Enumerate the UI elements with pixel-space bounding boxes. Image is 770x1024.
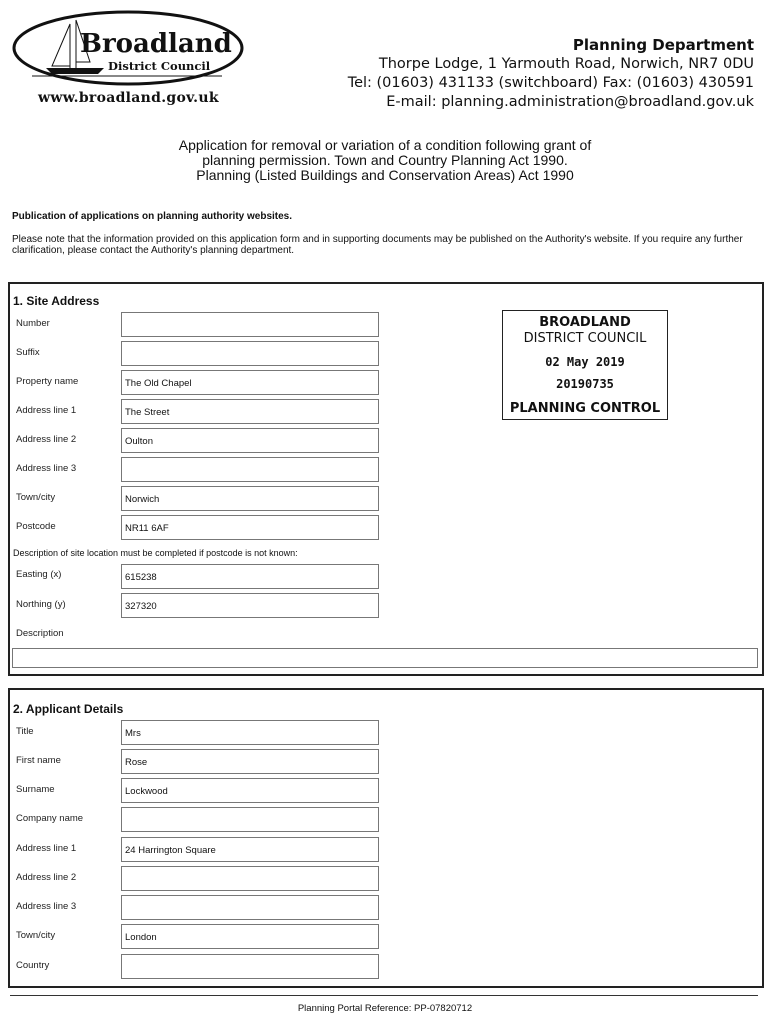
first-name-label: First name — [16, 755, 61, 766]
footer-divider — [10, 995, 758, 996]
stamp-date: 02 May 2019 — [545, 355, 625, 369]
country-label: Country — [16, 960, 50, 971]
site-town-label: Town/city — [16, 492, 56, 503]
site-address-line3-field[interactable] — [121, 457, 379, 482]
stamp-council-line2: DISTRICT COUNCIL — [523, 331, 647, 346]
applicant-address-line2-label: Address line 2 — [16, 872, 77, 883]
number-label: Number — [16, 318, 50, 329]
received-stamp — [502, 310, 668, 420]
site-location-note: Description of site location must be completed if postcode is not known: — [13, 548, 298, 558]
portal-reference: Planning Portal Reference: PP-07820712 — [297, 1003, 473, 1014]
surname-label: Surname — [16, 784, 55, 795]
website-url[interactable]: www.broadland.gov.uk — [38, 90, 219, 106]
stamp-reference: 20190735 — [556, 377, 614, 391]
site-address-line1-field[interactable]: The Street — [121, 399, 379, 424]
logo-name: Broadland — [80, 29, 232, 59]
applicant-address-line3-label: Address line 3 — [16, 901, 77, 912]
form-title — [0, 138, 770, 183]
easting-field[interactable]: 615238 — [121, 564, 379, 589]
council-logo — [12, 10, 244, 88]
postcode-label: Postcode — [16, 521, 56, 532]
suffix-label: Suffix — [16, 347, 40, 358]
title-label: Title — [16, 726, 34, 737]
applicant-address-line1-field[interactable]: 24 Harrington Square — [121, 837, 379, 862]
site-town-field[interactable]: Norwich — [121, 486, 379, 511]
country-field[interactable] — [121, 954, 379, 979]
site-address-line1-label: Address line 1 — [16, 405, 77, 416]
stamp-council-line1: BROADLAND — [539, 315, 631, 330]
applicant-address-line3-field[interactable] — [121, 895, 379, 920]
department-name: Planning Department — [572, 36, 754, 54]
first-name-field[interactable]: Rose — [121, 749, 379, 774]
easting-label: Easting (x) — [16, 569, 62, 580]
site-address-line2-field[interactable]: Oulton — [121, 428, 379, 453]
department-address: Thorpe Lodge, 1 Yarmouth Road, Norwich, NR7 0DU — [378, 56, 754, 72]
department-contact — [348, 36, 754, 112]
description-field[interactable] — [12, 648, 758, 668]
site-address-line3-label: Address line 3 — [16, 463, 77, 474]
stamp-planning-control: PLANNING CONTROL — [509, 401, 661, 416]
site-address-title: 1. Site Address — [13, 294, 100, 308]
applicant-address-line2-field[interactable] — [121, 866, 379, 891]
company-name-field[interactable] — [121, 807, 379, 832]
title-field[interactable]: Mrs — [121, 720, 379, 745]
company-name-label: Company name — [16, 813, 84, 824]
applicant-details-title: 2. Applicant Details — [13, 702, 124, 716]
northing-label: Northing (y) — [16, 599, 66, 610]
department-phone: Tel: (01603) 431133 (switchboard) Fax: (01603) 430591 — [347, 75, 754, 91]
applicant-town-label: Town/city — [16, 930, 56, 941]
applicant-address-line1-label: Address line 1 — [16, 843, 77, 854]
property-name-label: Property name — [16, 376, 79, 387]
description-label: Description — [16, 628, 64, 639]
suffix-field[interactable] — [121, 341, 379, 366]
applicant-town-field[interactable]: London — [121, 924, 379, 949]
form-title-line1: Application for removal or variation of a condition following grant of — [178, 137, 592, 153]
property-name-field[interactable]: The Old Chapel — [121, 370, 379, 395]
publication-text: Please note that the information provided on this application form and in supporting documents may be published on the Authority's website. If you require any further clarification, please contact the Authority's planning department. — [12, 234, 743, 256]
logo-sub: District Council — [108, 59, 211, 73]
form-title-line2: planning permission. Town and Country Planning Act 1990. — [202, 152, 568, 168]
number-field[interactable] — [121, 312, 379, 337]
northing-field[interactable]: 327320 — [121, 593, 379, 618]
department-email: E-mail: planning.administration@broadland.gov.uk — [386, 94, 754, 110]
site-address-line2-label: Address line 2 — [16, 434, 77, 445]
postcode-field[interactable]: NR11 6AF — [121, 515, 379, 540]
surname-field[interactable]: Lockwood — [121, 778, 379, 803]
form-title-line3: Planning (Listed Buildings and Conservation Areas) Act 1990 — [196, 167, 574, 183]
publication-heading: Publication of applications on planning authority websites. — [12, 211, 293, 222]
